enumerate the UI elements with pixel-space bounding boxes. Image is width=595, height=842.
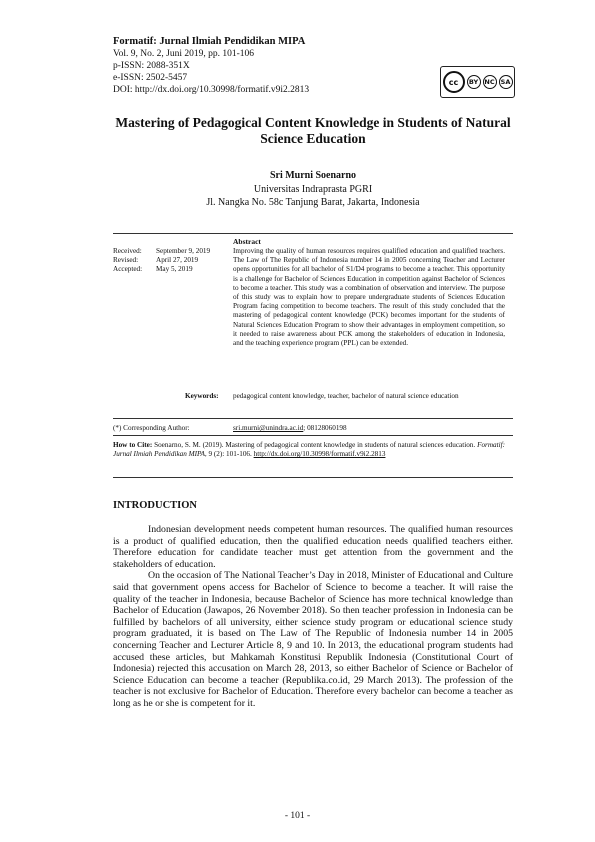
abstract-heading: Abstract <box>233 237 261 246</box>
cc-icon: cc <box>443 71 465 93</box>
affiliation: Universitas Indraprasta PGRI <box>253 184 373 195</box>
eissn: e-ISSN: 2502-5457 <box>113 73 188 83</box>
date-accepted: Accepted: May 5, 2019 <box>113 265 193 274</box>
how-to-cite <box>113 441 505 459</box>
cite-journal: Formatif: Jurnal Ilmiah Pendidikan MIPA, <box>113 441 506 459</box>
address: Jl. Nangka No. 58c Tanjung Barat, Jakarta, Indonesia <box>206 197 420 208</box>
keywords-label: Keywords: <box>185 392 219 400</box>
nc-icon: NC <box>483 75 497 89</box>
author-email-link[interactable]: sri.murni@unindra.ac.id <box>233 424 304 432</box>
keywords-text: pedagogical content knowledge, teacher, bachelor of natural science education <box>233 392 459 400</box>
section-heading-introduction: INTRODUCTION <box>113 500 198 511</box>
top-rule <box>113 233 513 234</box>
paper-title: Mastering of Pedagogical Content Knowledge in Students of Natural Science Education <box>115 115 511 146</box>
volume-info: Vol. 9, No. 2, Juni 2019, pp. 101-106 <box>113 49 255 59</box>
corresponding-contact <box>233 424 347 432</box>
article-dates <box>113 247 210 275</box>
mid-rule <box>113 418 513 419</box>
corr-rule <box>113 435 513 436</box>
cite-issue: 9 (2): 101-106. <box>208 450 252 459</box>
author-name: Sri Murni Soenarno <box>269 170 357 181</box>
intro-paragraph: On the occasion of The National Teacher’s Day in 2018, Minister of Educational and Culture said that government opens access for Bachelor of Science to become a teacher. It will raise the quality of the teacher in Indonesia, because Bachelor of Science has more technical knowledge than Bachelor of Education (Jawapos, 26 November 2018). So then teacher profession in Indonesia can be fulfilled by bachelors of all university, either science study program or educational science study program graduated, it is based on The Law of The Republic of Indonesia number 14 in 2005 concerning Teacher and Lecturer Article 8, 9 and 10. In 2013, the educational program students had accused these articles, but Mahkamah Konstitusi Republik Indonesia (Constitutional Court of Indonesia) rejected this accusation on March 28, 2013, so either Bachelor of Science or Bachelor of Science Education can become a teacher (Republika.co.id, 29 March 2013). The profession of the teacher is not exclusive for Bachelor of Education. Therefore every bachelor can become a teacher as long as he or she is competent for it. <box>113 570 513 709</box>
cite-doi-link[interactable]: http://dx.doi.org/10.30998/formatif.v9i2.2813 <box>253 450 386 459</box>
date-received: Received: September 9, 2019 <box>113 247 211 255</box>
journal-name: Formatif: Jurnal Ilmiah Pendidikan MIPA <box>113 36 306 47</box>
corresponding-label: (*) Corresponding Author: <box>113 424 190 432</box>
abstract-text: Improving the quality of human resources requires qualified education and qualified teachers. The Law of The Republic of Indonesia number 14 in 2005 concerning Teacher and Lecturer opens opportunities for all bachelor of S1/D4 programs to become a teacher. This opportunity is a challenge for Bachelor of Sciences Education in competition against Bachelor of Sciences to become a teacher. This study was a combination of observation and interview. The purpose of this study was to explain how to prepare undergraduate students of Sciences Education Program facing competition to become teachers. The result of this study concluded that the mastering of pedagogical content knowledge (PCK) becomes important for the students of Natural Sciences Education Program to show their advantages in employment competition, so it needed to raise awareness about PCK among the stakeholders of education in Indonesia, and the teaching experience program (PPL) can be extended. <box>233 247 505 347</box>
cc-license-badge[interactable] <box>440 66 515 98</box>
cite-label: How to Cite: <box>113 441 153 449</box>
author-phone: ; 08128060198 <box>303 424 347 432</box>
doi-link[interactable]: DOI: http://dx.doi.org/10.30998/formatif.v9i2.2813 <box>113 85 310 95</box>
by-icon: BY <box>467 75 481 89</box>
introduction-body <box>113 524 513 710</box>
intro-paragraph: Indonesian development needs competent human resources. The qualified human resources is a product of qualified education, then the qualified education needs qualified teachers either. Therefore education for candidate teacher must get attention from the government and the stakeholders of education. <box>113 524 513 570</box>
cite-text: Soenarno, S. M. (2019). Mastering of pedagogical content knowledge in students of natural sciences education. <box>154 441 476 449</box>
date-revised: Revised: April 27, 2019 <box>113 256 199 265</box>
pissn: p-ISSN: 2088-351X <box>113 61 190 71</box>
cite-rule <box>113 477 513 478</box>
sa-icon: SA <box>499 75 513 89</box>
page-number: - 101 - <box>284 811 311 821</box>
